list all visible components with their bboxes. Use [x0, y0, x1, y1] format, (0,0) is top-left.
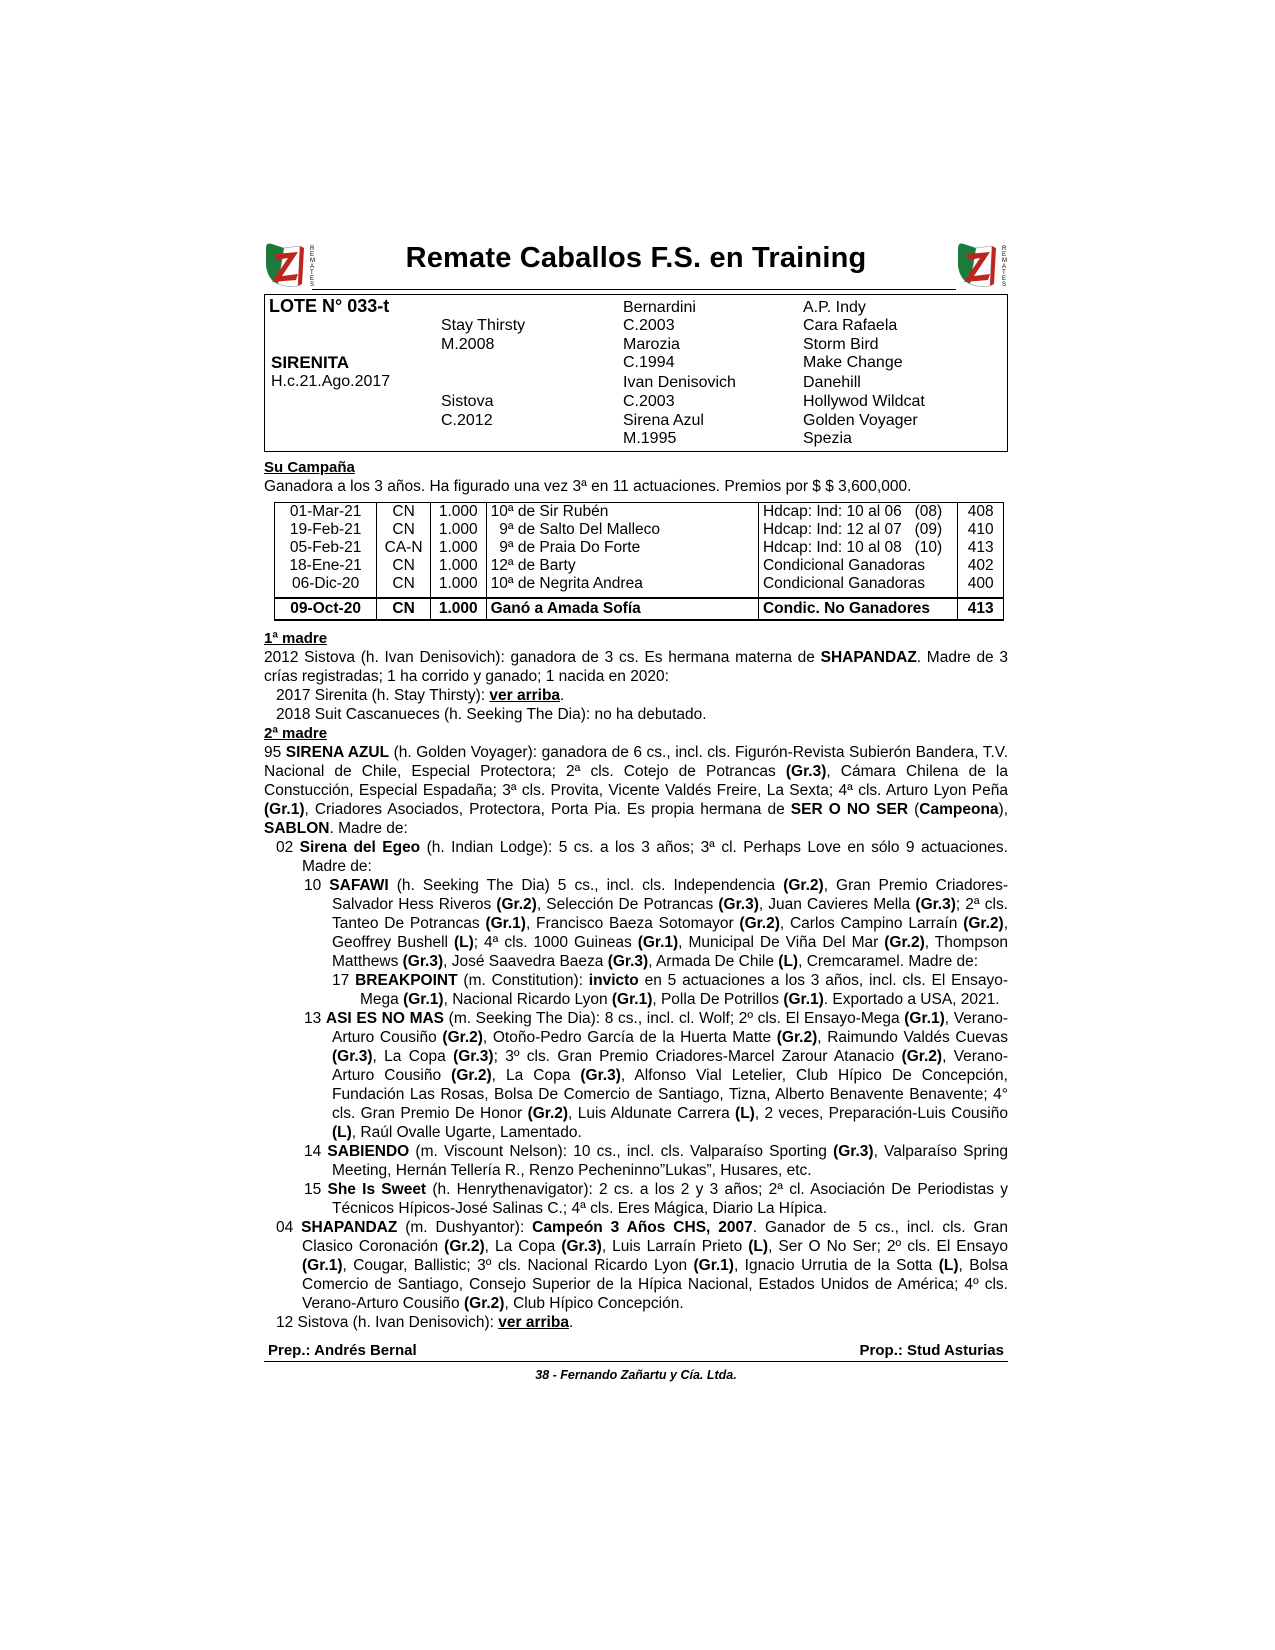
- campaign-section: [264, 458, 1008, 621]
- offspring-entry: 15 She Is Sweet (h. Henrythenavigator): 2 cs. a los 2 y 3 años; 2ª cl. Asociación De Periodistas y Técnicos Hípicos-José Salinas C.; 4ª cls. Eres Mágica, Diario La Hípica.: [304, 1181, 1008, 1217]
- second-dam-section: [264, 724, 1008, 1332]
- g3-item: C.2003: [623, 317, 675, 334]
- table-row: 05-Feb-21 CA-N 1.000 9ª de Praia Do Forte Hdcap: Ind: 10 al 08 (10) 413: [275, 539, 1004, 557]
- second-dam-text: 95 SIRENA AZUL (h. Golden Voyager): ganadora de 6 cs., incl. cls. Figurón-Revista Subierón Bandera, T.V. Nacional de Chile, Especial Protectora; 2ª cls. Cotejo de Potrancas (Gr.3), Cámara Chilena de la Constucción, Especial Espadaña; 3ª cls. Provita, Vicente Valdés Freire, La Sexta; 4ª cls. Arturo Lyon Peña (Gr.1), Criadores Asociados, Protectora, Porta Pia. Es propia hermana de SER O NO SER (Campeona), SABLON. Madre de:: [264, 744, 1009, 837]
- page-title: Remate Caballos F.S. en Training: [405, 242, 867, 274]
- catalog-page: [264, 240, 1008, 1382]
- svg-text:R: R: [310, 246, 315, 252]
- table-row: 06-Dic-20 CN 1.000 10ª de Negrita Andrea Condicional Ganadoras 400: [275, 575, 1004, 593]
- g4-item: Danehill: [803, 374, 861, 391]
- dam-name: Sistova: [441, 393, 494, 410]
- offspring-entry: 02 Sirena del Egeo (h. Indian Lodge): 5 cs. a los 3 años; 3ª cl. Perhaps Love en sólo 9 actuaciones. Madre de:: [276, 839, 1008, 875]
- g4-item: A.P. Indy: [803, 299, 866, 316]
- horse-name: SIRENITA: [271, 353, 350, 372]
- campaign-title: Su Campaña: [264, 459, 355, 476]
- table-row: 01-Mar-21 CN 1.000 10ª de Sir Rubén Hdcap: Ind: 10 al 06 (08) 408: [275, 503, 1004, 522]
- trainer: Prep.: Andrés Bernal: [268, 1342, 417, 1359]
- offspring-entry: 17 BREAKPOINT (m. Constitution): invicto en 5 actuaciones a los 3 años, incl. cls. El Ensayo-Mega (Gr.1), Nacional Ricardo Lyon (Gr.1), Polla De Potrillos (Gr.1). Exportado a USA, 2021.: [332, 972, 1008, 1008]
- svg-text:A: A: [310, 264, 315, 270]
- g3-item: Sirena Azul: [623, 412, 704, 429]
- page-footer-note: 38 - Fernando Zañartu y Cía. Ltda.: [535, 1368, 737, 1382]
- owner: Prop.: Stud Asturias: [859, 1342, 1004, 1359]
- g4-item: Storm Bird: [803, 336, 879, 353]
- g3-item: C.2003: [623, 393, 675, 410]
- g3-item: Marozia: [623, 336, 680, 353]
- svg-text:S: S: [1002, 282, 1007, 288]
- g4-item: Hollywod Wildcat: [803, 393, 925, 410]
- g3-item: Bernardini: [623, 299, 696, 316]
- svg-text:S: S: [310, 282, 315, 288]
- offspring-entry: 14 SABIENDO (m. Viscount Nelson): 10 cs., incl. cls. Valparaíso Sporting (Gr.3), Valparaíso Spring Meeting, Hernán Tellería R., Renzo Pecheninno”Lukas”, Husares, etc.: [304, 1143, 1008, 1179]
- svg-text:R: R: [1002, 246, 1007, 252]
- pedigree-box: [264, 294, 1008, 452]
- zremates-logo-icon: [264, 240, 316, 290]
- dam-info: C.2012: [441, 412, 493, 429]
- svg-text:T: T: [310, 270, 314, 276]
- sire-info: M.2008: [441, 336, 495, 353]
- svg-text:T: T: [1002, 270, 1006, 276]
- offspring-entry: 13 ASI ES NO MAS (m. Seeking The Dia): 8 cs., incl. cl. Wolf; 2º cls. El Ensayo-Mega (Gr.1), Verano-Arturo Cousiño (Gr.2), Otoño-Pedro García de la Huerta Matte (Gr.2), Raimundo Valdés Cuevas (Gr.3), La Copa (Gr.3); 3º cls. Gran Premio Criadores-Marcel Zarour Atanacio (Gr.2), Verano-Arturo Cousiño (Gr.2), La Copa (Gr.3), Alfonso Vial Letelier, Club Hípico De Concepción, Fundación Las Rosas, Bolsa De Comercio de Santiago, Tizna, Alberto Benavente Benavente; 4° cls. Gran Premio De Honor (Gr.2), Luis Aldunate Carrera (L), 2 veces, Preparación-Luis Cousiño (L), Raúl Ovalle Ugarte, Lamentado.: [304, 1010, 1008, 1141]
- svg-text:A: A: [1002, 264, 1007, 270]
- first-dam-title: 1ª madre: [264, 630, 328, 647]
- zremates-logo-icon: [956, 240, 1008, 290]
- offspring-entry: 04 SHAPANDAZ (m. Dushyantor): Campeón 3 Años CHS, 2007. Ganador de 5 cs., incl. cls. Gran Clasico Coronación (Gr.2), La Copa (Gr.3), Luis Larraín Prieto (L), Ser O No Ser; 2º cls. El Ensayo (Gr.1), Cougar, Ballistic; 3º cls. Nacional Ricardo Lyon (Gr.1), Ignacio Urrutia de la Sotta (L), Bolsa Comercio de Santiago, Consejo Superior de la Hípica Nacional, Estados Unidos de América; 4º cls. Verano-Arturo Cousiño (Gr.2), Club Hípico Concepción.: [276, 1219, 1009, 1312]
- footer-credits: [264, 1336, 1008, 1362]
- svg-text:M: M: [310, 258, 315, 264]
- table-row: 19-Feb-21 CN 1.000 9ª de Salto Del Malleco Hdcap: Ind: 12 al 07 (09) 410: [275, 521, 1004, 539]
- horse-birth: H.c.21.Ago.2017: [271, 373, 391, 390]
- svg-text:E: E: [310, 276, 315, 282]
- svg-text:E: E: [1002, 252, 1007, 258]
- race-table: [274, 502, 1004, 621]
- page-header: [264, 240, 1008, 292]
- g4-item: Cara Rafaela: [803, 317, 898, 334]
- first-dam-section: [264, 629, 1008, 724]
- first-dam-offspring: 2017 Sirenita (h. Stay Thirsty): ver arriba.: [276, 687, 565, 704]
- g4-item: Spezia: [803, 430, 852, 447]
- g4-item: Make Change: [803, 354, 903, 371]
- g4-item: Golden Voyager: [803, 412, 918, 429]
- winning-race-row: 09-Oct-20 CN 1.000 Ganó a Amada Sofía Condic. No Ganadores 413: [275, 598, 1004, 620]
- svg-text:M: M: [1002, 258, 1007, 264]
- g3-item: M.1995: [623, 430, 677, 447]
- first-dam-offspring: 2018 Suit Cascanueces (h. Seeking The Dia): no ha debutado.: [276, 706, 707, 723]
- g3-item: Ivan Denisovich: [623, 374, 736, 391]
- svg-text:E: E: [310, 252, 315, 258]
- lot-number: LOTE N° 033-t: [269, 296, 390, 316]
- offspring-entry: 10 SAFAWI (h. Seeking The Dia) 5 cs., incl. cls. Independencia (Gr.2), Gran Premio Criadores-Salvador Hess Riveros (Gr.2), Selección De Potrancas (Gr.3), Juan Cavieres Mella (Gr.3); 2ª cls. Tanteo De Potrancas (Gr.1), Francisco Baeza Sotomayor (Gr.2), Carlos Campino Larraín (Gr.2), Geoffrey Bushell (L); 4ª cls. 1000 Guineas (Gr.1), Municipal De Viña Del Mar (Gr.2), Thompson Matthews (Gr.3), José Saavedra Baeza (Gr.3), Armada De Chile (L), Cremcaramel. Madre de:: [304, 877, 1009, 970]
- g3-item: C.1994: [623, 354, 675, 371]
- sire-name: Stay Thirsty: [441, 317, 526, 334]
- title-divider: [312, 289, 956, 290]
- table-row: 18-Ene-21 CN 1.000 12ª de Barty Condicional Ganadoras 402: [275, 557, 1004, 575]
- first-dam-text: 2012 Sistova (h. Ivan Denisovich): ganadora de 3 cs. Es hermana materna de SHAPANDAZ. Madre de 3 crías registradas; 1 ha corrido y ganado; 1 nacida en 2020:: [264, 649, 1009, 685]
- offspring-entry: 12 Sistova (h. Ivan Denisovich): ver arriba.: [276, 1314, 574, 1331]
- second-dam-title: 2ª madre: [264, 725, 328, 742]
- campaign-summary: Ganadora a los 3 años. Ha figurado una vez 3ª en 11 actuaciones. Premios por $ $ 3,600,000.: [264, 478, 912, 495]
- svg-text:E: E: [1002, 276, 1007, 282]
